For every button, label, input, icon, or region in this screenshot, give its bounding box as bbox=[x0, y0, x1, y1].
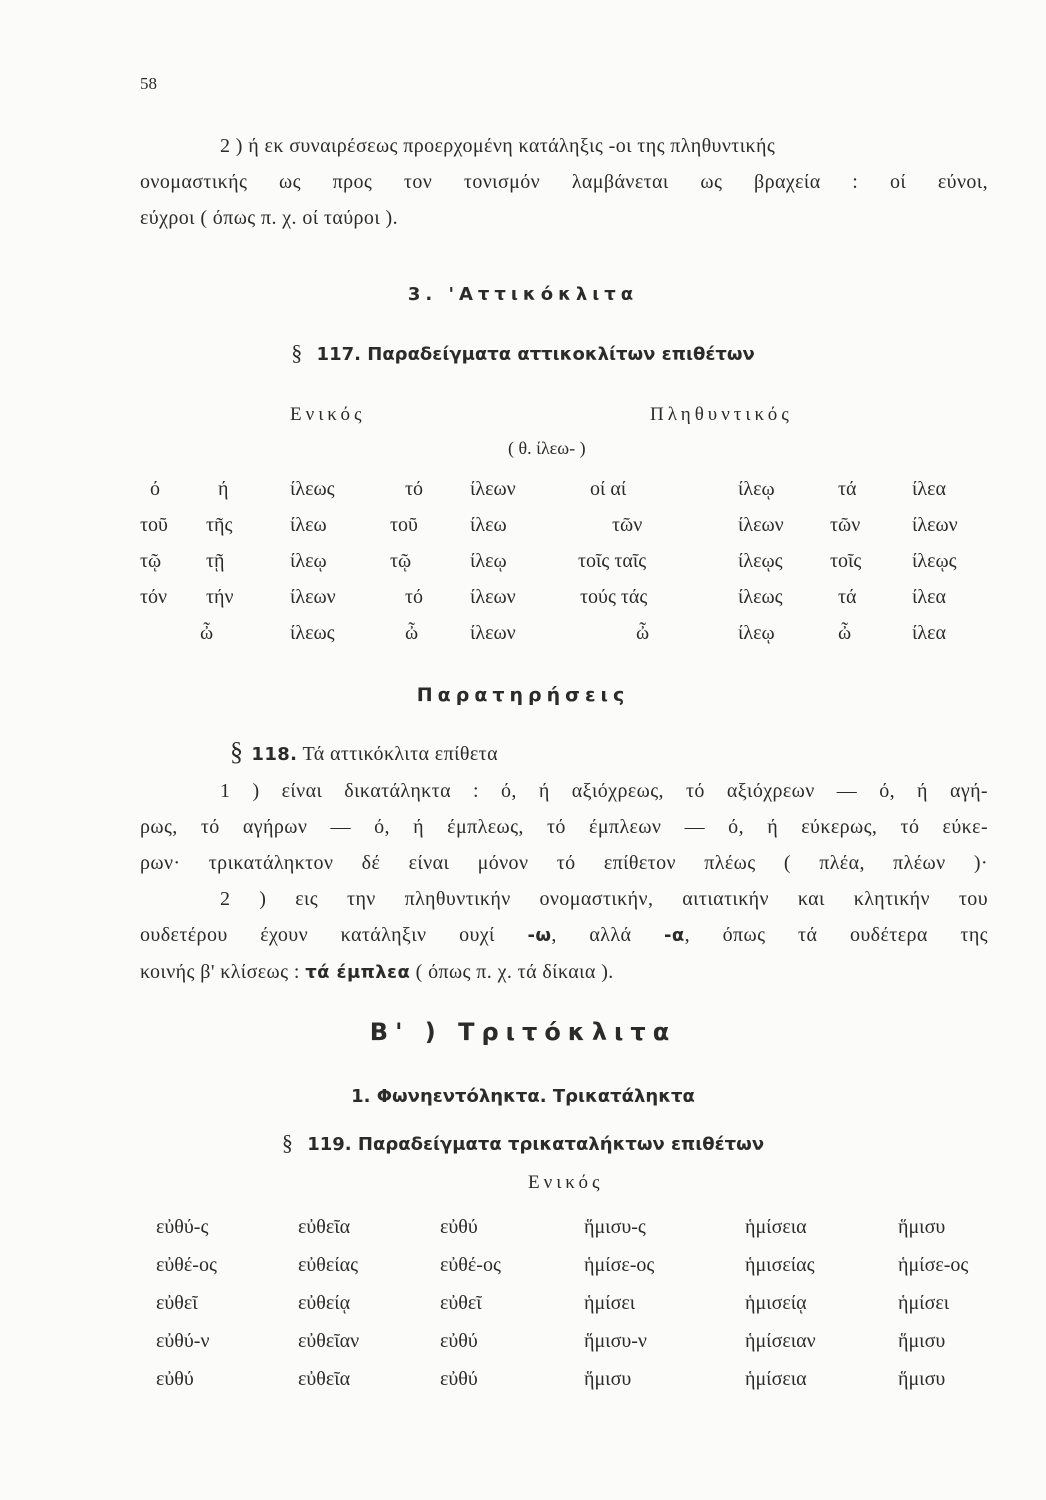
table-cell: ἡμισείᾳ bbox=[745, 1292, 807, 1314]
table-cell: ὦ bbox=[405, 622, 419, 644]
section-symbol: § bbox=[281, 1130, 293, 1155]
text-run: , όπως τά ουδέτερα της bbox=[684, 924, 989, 946]
item-2-line-1: 2 ) εις την πληθυντικήν ονομαστικήν, αιτιατικήν και κλητικήν του bbox=[220, 888, 988, 910]
section-117-text: Παραδείγματα αττικοκλίτων επιθέτων bbox=[367, 344, 755, 365]
table-cell: τοῖς ταῖς bbox=[578, 550, 647, 572]
item-2-line-3 bbox=[140, 954, 988, 991]
table-cell: ίλεα bbox=[912, 478, 946, 500]
table-cell: ὦ bbox=[838, 622, 852, 644]
section-117-number: 117. bbox=[316, 344, 361, 365]
table-cell: ἡμίσειαν bbox=[745, 1330, 816, 1352]
table-cell: τῇ bbox=[206, 550, 225, 572]
intro-line-3: εύχροι ( όπως π. χ. οί ταύροι ). bbox=[140, 207, 398, 229]
table-cell: τό bbox=[405, 586, 424, 608]
observations-paragraph bbox=[140, 734, 988, 991]
section-118-number: 118. bbox=[251, 744, 298, 765]
table-cell: τῶν bbox=[612, 514, 643, 536]
text-run: ( όπως π. χ. τά δίκαια ). bbox=[415, 961, 614, 983]
section-b-heading: Β' ) Τριτόκλιτα bbox=[369, 1018, 677, 1046]
table-cell: ἡμίσει bbox=[898, 1292, 950, 1314]
table-cell: ίλεῳ bbox=[290, 550, 327, 572]
table-cell: τῷ bbox=[140, 550, 162, 572]
text-run: κοινής β' κλίσεως : bbox=[140, 961, 300, 983]
table-cell: τοῦ bbox=[140, 514, 168, 536]
table-cell: τῶν bbox=[830, 514, 861, 536]
table-cell: οί αί bbox=[590, 478, 627, 500]
table-cell: ίλεῳ bbox=[738, 478, 775, 500]
section-119-text: Παραδείγματα τρικαταλήκτων επιθέτων bbox=[357, 1134, 765, 1155]
table-cell: ὦ bbox=[636, 622, 650, 644]
table-cell: ἥμισυ-ς bbox=[584, 1216, 646, 1238]
table-cell: ίλεων bbox=[738, 514, 784, 536]
item-1-line-2: ρως, τό αγήρων — ό, ή έμπλεως, τό έμπλεων — ό, ή εύκερως, τό εύκε- bbox=[140, 816, 988, 838]
table-cell: εὐθύ bbox=[156, 1368, 194, 1390]
section-symbol: § bbox=[230, 737, 244, 766]
page-number: 58 bbox=[140, 74, 157, 93]
singular-label: Ενικός bbox=[290, 404, 366, 425]
table-cell: ό bbox=[150, 478, 160, 500]
table-cell: εὐθεῖα bbox=[298, 1368, 351, 1390]
table-cell: ἥμισυ bbox=[898, 1368, 946, 1390]
table-cell: τῆς bbox=[206, 514, 233, 536]
table-cell: ίλεῳ bbox=[738, 622, 775, 644]
table-cell: ίλεα bbox=[912, 622, 946, 644]
table-cell: τά bbox=[838, 586, 857, 608]
section-3-heading: 3. 'Αττικόκλιτα bbox=[407, 284, 639, 305]
table-cell: ίλεῳ bbox=[470, 550, 507, 572]
table-cell: ίλεως bbox=[290, 478, 335, 500]
table-cell: τοῖς bbox=[830, 550, 862, 572]
table-cell: εὐθύ-ς bbox=[156, 1216, 209, 1238]
singular-label: Ενικός bbox=[528, 1172, 604, 1193]
table-cell: τῷ bbox=[390, 550, 412, 572]
theme-label: ( θ. ίλεω- ) bbox=[508, 438, 586, 458]
table-cell: ίλεων bbox=[470, 478, 516, 500]
table-cell: εὐθεῖαν bbox=[298, 1330, 360, 1352]
table-cell: τά bbox=[838, 478, 857, 500]
intro-line-1: 2 ) ή εκ συναιρέσεως προερχομένη κατάληξις -οι της πληθυντικής bbox=[220, 135, 776, 157]
table-cell: εὐθεῖ bbox=[156, 1292, 198, 1314]
subsection-1-heading: 1. Φωνηεντόληκτα. Τρικατάληκτα bbox=[351, 1086, 695, 1107]
section-119-number: 119. bbox=[307, 1134, 352, 1155]
example-bold: τά έμπλεα bbox=[305, 962, 411, 983]
table-cell: εὐθύ bbox=[440, 1216, 478, 1238]
ending-omega: -ω bbox=[527, 925, 552, 946]
section-117-title bbox=[0, 340, 1046, 366]
table-cell: ὦ bbox=[200, 622, 214, 644]
table-cell: ἥμισυ bbox=[898, 1330, 946, 1352]
observations-heading: Παρατηρήσεις bbox=[416, 684, 630, 706]
table-cell: ίλεως bbox=[738, 586, 783, 608]
table-cell: ίλεων bbox=[470, 586, 516, 608]
table-cell: ίλεων bbox=[470, 622, 516, 644]
item-2-line-2 bbox=[140, 917, 988, 954]
intro-line-2: ονομαστικής ως προς τον τονισμόν λαμβάνεται ως βραχεία : οί εύνοι, bbox=[140, 171, 988, 193]
table-cell: ἥμισυ bbox=[898, 1216, 946, 1238]
table-cell: εὐθείας bbox=[298, 1254, 359, 1276]
table-cell: ίλεων bbox=[290, 586, 336, 608]
table-cell: ίλεῳς bbox=[912, 550, 957, 572]
table-cell: εὐθύ bbox=[440, 1330, 478, 1352]
table-cell: ίλεω bbox=[470, 514, 507, 536]
table-cell: ἡμίσεια bbox=[745, 1368, 807, 1390]
text-run: , αλλά bbox=[551, 924, 632, 946]
table-cell: εὐθεῖα bbox=[298, 1216, 351, 1238]
item-1-line-1: 1 ) είναι δικατάληκτα : ό, ή αξιόχρεως, τό αξιόχρεων — ό, ή αγή- bbox=[220, 780, 988, 802]
table-cell: ἡμίσει bbox=[584, 1292, 636, 1314]
table-cell: εὐθύ-ν bbox=[156, 1330, 210, 1352]
table-cell: ἡμίσε-ος bbox=[898, 1254, 969, 1276]
table-cell: εὐθεῖ bbox=[440, 1292, 482, 1314]
section-118-intro: Τά αττικόκλιτα επίθετα bbox=[302, 743, 498, 765]
plural-label: Πληθυντικός bbox=[650, 404, 793, 425]
table-cell: ίλεων bbox=[912, 514, 958, 536]
text-run: ουδετέρου έχουν κατάληξιν ουχί bbox=[140, 924, 495, 946]
ending-alpha: -α bbox=[663, 925, 685, 946]
table-cell: ίλεω bbox=[290, 514, 327, 536]
table-cell: ἥμισυ bbox=[584, 1368, 632, 1390]
section-symbol: § bbox=[291, 340, 303, 365]
intro-paragraph bbox=[140, 128, 988, 236]
table-cell: εὐθείᾳ bbox=[298, 1292, 351, 1314]
table-cell: ἡμίσε-ος bbox=[584, 1254, 655, 1276]
table-cell: τοῦ bbox=[390, 514, 418, 536]
table-cell: τούς τάς bbox=[580, 586, 648, 608]
section-119-title bbox=[0, 1130, 1046, 1156]
table-cell: εὐθέ-ος bbox=[156, 1254, 217, 1276]
table-cell: τήν bbox=[206, 586, 234, 608]
table-cell: ίλεως bbox=[290, 622, 335, 644]
table-cell: εὐθέ-ος bbox=[440, 1254, 501, 1276]
table-cell: ίλεῳς bbox=[738, 550, 783, 572]
table-cell: ίλεα bbox=[912, 586, 946, 608]
table-cell: τό bbox=[405, 478, 424, 500]
table-cell: ή bbox=[218, 478, 229, 500]
table-cell: ἡμίσεια bbox=[745, 1216, 807, 1238]
table-cell: ἥμισυ-ν bbox=[584, 1330, 647, 1352]
item-1-line-3: ρων· τρικατάληκτον δέ είναι μόνον τό επίθετον πλέως ( πλέα, πλέων )· bbox=[140, 852, 988, 874]
table-cell: τόν bbox=[140, 586, 168, 608]
section-118-title bbox=[140, 734, 988, 773]
table-cell: εὐθύ bbox=[440, 1368, 478, 1390]
table-cell: ἡμισείας bbox=[745, 1254, 815, 1276]
